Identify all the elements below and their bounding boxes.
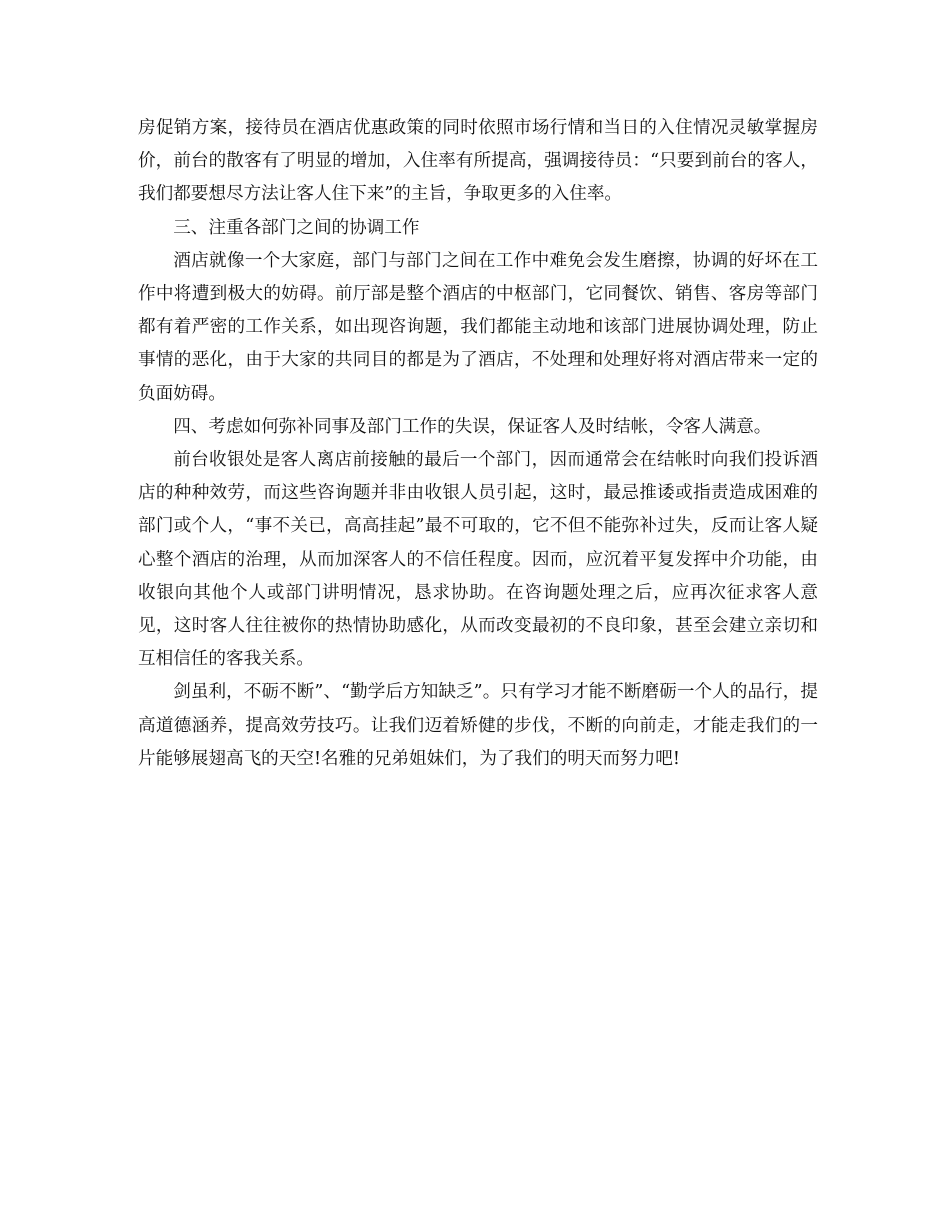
paragraph-coordination: 酒店就像一个大家庭，部门与部门之间在工作中难免会发生磨擦，协调的好坏在工作中将遭到极大的妨碍。前厅部是整个酒店的中枢部门，它同餐饮、销售、客房等部门都有着严密的工作关系，如出现咨询题，我们都能主动地和该部门进展协调处理，防止事情的恶化，由于大家的共同目的都是为了酒店，不处理和处理好将对酒店带来一定的负面妨碍。: [138, 250, 818, 404]
section-heading-coordination: 三、注重各部门之间的协调工作: [173, 217, 420, 238]
paragraph-cashier: 前台收银处是客人离店前接触的最后一个部门，因而通常会在结帐时向我们投诉酒店的种种效劳，而这些咨询题并非由收银人员引起，这时，最忌推诿或指责造成困难的部门或个人，“事不关已，高高挂起”最不可取的，它不但不能弥补过失，反而让客人疑心整个酒店的治理，从而加深客人的不信任程度。因而，应沉着平复发挥中介功能，由收银向其他个人或部门讲明情况，恳求协助。在咨询题处理之后，应再次征求客人意见，这时客人往往被你的热情协助感化，从而改变最初的不良印象，甚至会建立亲切和互相信任的客我关系。: [138, 450, 818, 670]
paragraph-pricing-promotion: 房促销方案，接待员在酒店优惠政策的同时依照市场行情和当日的入住情况灵敏掌握房价，前台的散客有了明显的增加，入住率有所提高，强调接待员：“只要到前台的客人，我们都要想尽方法让客人住下来”的主旨，争取更多的入住率。: [138, 118, 818, 205]
section-heading-checkout: 四、考虑如何弥补同事及部门工作的失误，保证客人及时结帐，令客人满意。: [173, 416, 772, 437]
paragraph-closing: 剑虽利，不砺不断”、“勤学后方知缺乏”。只有学习才能不断磨砺一个人的品行，提高道德涵养，提高效劳技巧。让我们迈着矫健的步伐，不断的向前走，才能走我们的一片能够展翅高飞的天空!名雅的兄弟姐妹们，为了我们的明天而努力吧!: [138, 682, 818, 769]
document-body: [138, 112, 818, 776]
